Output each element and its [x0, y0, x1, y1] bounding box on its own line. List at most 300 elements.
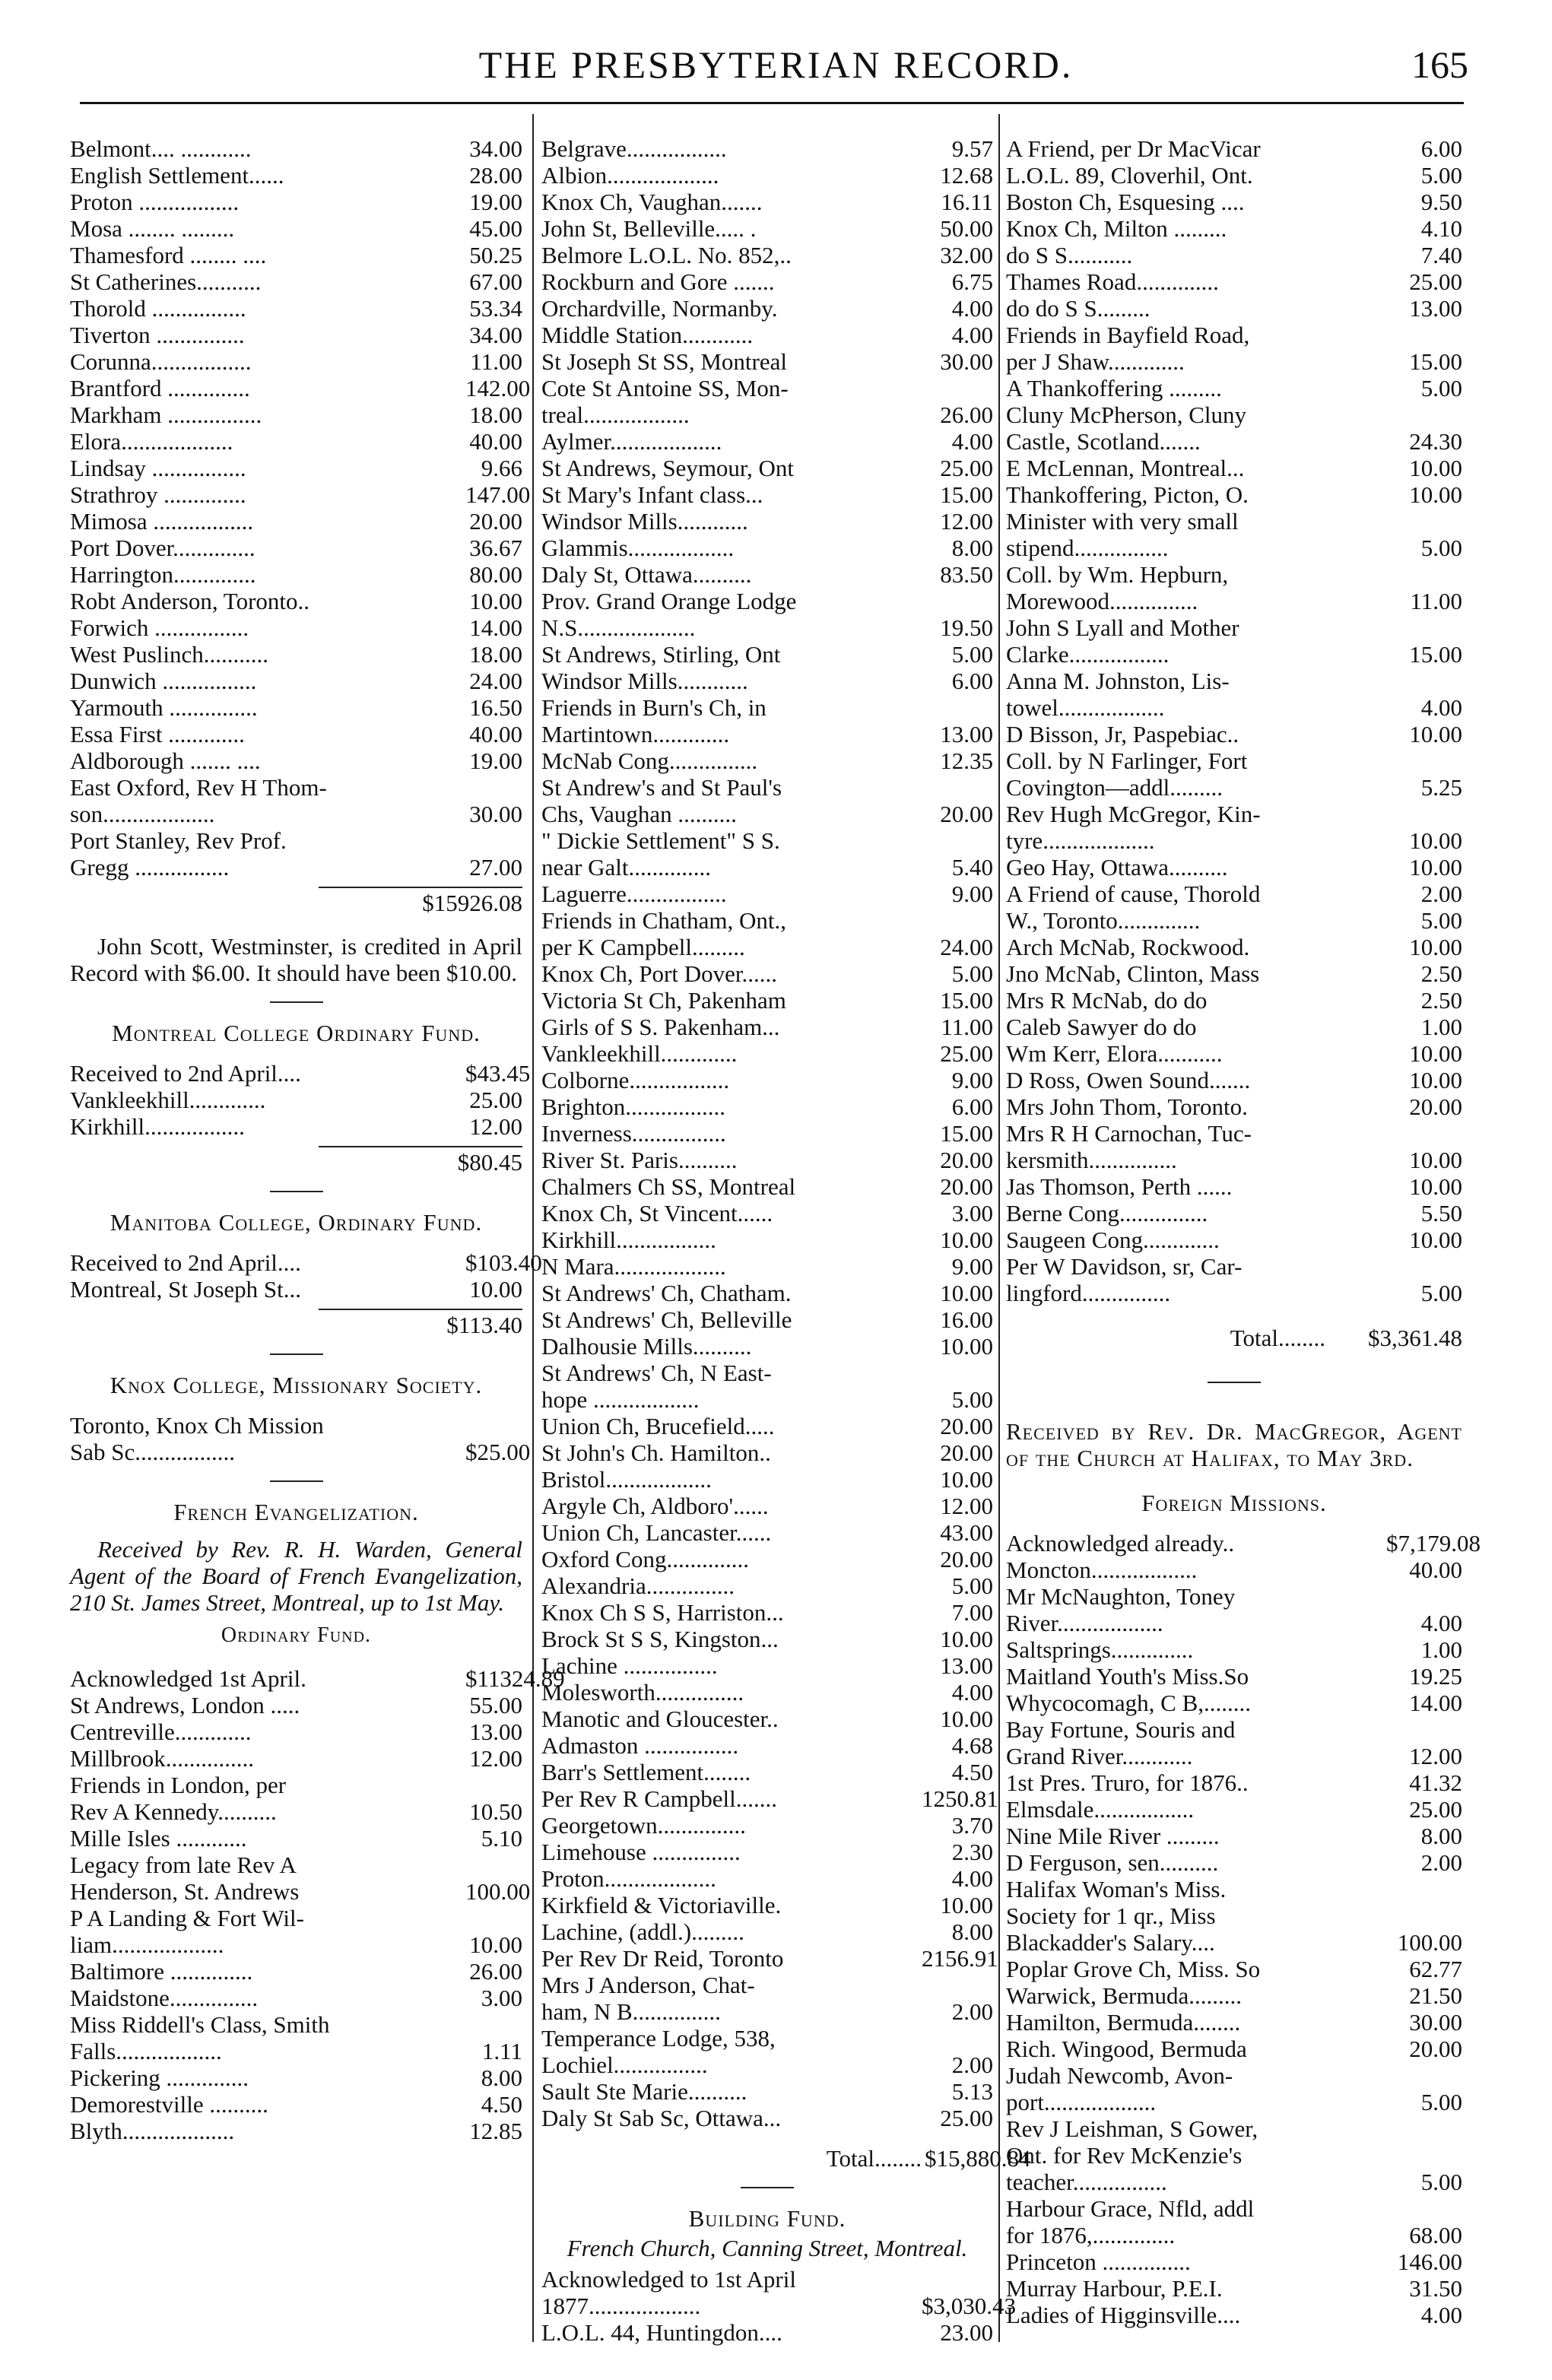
entry-amount: 18.00	[469, 641, 522, 668]
ledger-entry	[70, 1692, 522, 1718]
ledger-entry	[541, 1732, 993, 1759]
entry-amount: 43.00	[940, 1519, 993, 1546]
entry-amount: 41.32	[1409, 1769, 1462, 1796]
ledger-entry	[541, 827, 993, 881]
entry-name: " Dickie Settlement" S S. near Galt..............	[541, 827, 780, 881]
entry-name: Wm Kerr, Elora...........	[1006, 1040, 1223, 1067]
entry-name: Essa First .............	[70, 721, 245, 747]
entry-amount: 3.00	[481, 1985, 522, 2011]
entry-name: St Andrews, Stirling, Ont	[541, 641, 781, 668]
entry-amount: 5.50	[1420, 1200, 1462, 1226]
entry-amount: 12.00	[940, 508, 993, 535]
entry-amount: 12.00	[1409, 1743, 1462, 1769]
entry-name: Vankleekhill.............	[541, 1040, 738, 1067]
ledger-entry	[541, 641, 993, 668]
ledger-entry	[70, 1745, 522, 1772]
entry-amount: $25.00	[465, 1439, 531, 1465]
entry-name: Coll. by Wm. Hepburn, Morewood...............	[1006, 561, 1229, 614]
entry-amount: 67.00	[469, 268, 522, 295]
ledger-entry	[541, 1226, 993, 1253]
entries-list	[70, 1060, 531, 1140]
entry-amount: 5.00	[1420, 1280, 1462, 1306]
header-rule	[80, 102, 1464, 104]
entry-name: Rev Hugh McGregor, Kin- tyre...................	[1006, 801, 1261, 854]
ledger-entry	[1006, 508, 1462, 561]
entry-name: Princeton ...............	[1006, 2248, 1191, 2275]
entry-name: Belmont.... ............	[70, 135, 252, 162]
total-value: $15,880.84	[925, 2145, 1031, 2172]
entry-amount: 34.00	[469, 135, 522, 162]
ledger-entry	[1006, 455, 1462, 481]
entry-name: Glammis..................	[541, 535, 735, 561]
entry-name: Elmsdale.................	[1006, 1796, 1195, 1823]
entry-amount: 11.00	[1410, 588, 1462, 614]
entry-amount: 12.00	[940, 1493, 993, 1519]
entry-name: Halifax Woman's Miss. Society for 1 qr., Miss Blackadder's Salary....	[1006, 1876, 1227, 1956]
entry-name: Acknowledged 1st April.	[70, 1665, 306, 1692]
entry-name: Strathroy ..............	[70, 481, 246, 508]
entry-amount: 5.00	[1420, 162, 1462, 189]
entry-name: Limehouse ...............	[541, 1839, 741, 1865]
entry-name: Hamilton, Bermuda........	[1006, 2009, 1241, 2036]
entry-amount: 6.00	[951, 668, 993, 694]
entry-name: Thankoffering, Picton, O.	[1006, 481, 1249, 508]
ledger-entry	[70, 1985, 522, 2011]
ledger-entry	[70, 1087, 522, 1113]
column-divider-right	[998, 114, 1000, 2342]
entry-amount: 7.40	[1420, 242, 1462, 268]
entry-name: Friends in Chatham, Ont., per K Campbell.........	[541, 907, 787, 960]
entry-name: Prov. Grand Orange Lodge N.S....................	[541, 588, 797, 641]
ledger-entry	[541, 1147, 993, 1173]
entry-amount: 10.00	[940, 1226, 993, 1253]
ledger-entry	[70, 1249, 542, 1276]
ledger-entry	[70, 588, 522, 614]
entry-name: Chalmers Ch SS, Montreal	[541, 1173, 796, 1200]
section-heading: Received by Rev. Dr. MacGregor, Agent of the Church at Halifax, to May 3rd.	[1006, 1418, 1462, 1471]
ledger-entry	[70, 1113, 522, 1140]
ledger-entry	[541, 2078, 993, 2105]
entry-name: Brighton.................	[541, 1093, 725, 1120]
entry-name: Belgrave.................	[541, 135, 727, 162]
section-subheading: Foreign Missions.	[1141, 1490, 1327, 1516]
entry-amount: 2156.91	[922, 1945, 998, 1972]
ledger-entry	[1006, 1663, 1462, 1690]
entry-name: Argyle Ch, Aldboro'......	[541, 1493, 769, 1519]
entry-amount: 10.00	[1409, 481, 1462, 508]
entry-name: Girls of S S. Pakenham...	[541, 1014, 780, 1040]
ledger-entry	[541, 1014, 993, 1040]
entry-name: Yarmouth ...............	[70, 694, 258, 721]
ledger-entry	[541, 348, 993, 375]
entry-amount: 8.00	[951, 535, 993, 561]
entry-name: Moncton..................	[1006, 1557, 1198, 1583]
entry-amount: 2.30	[951, 1839, 993, 1865]
ledger-entry	[541, 1972, 993, 2025]
page-title: THE PRESBYTERIAN RECORD.	[478, 43, 1074, 86]
entry-amount: 100.00	[465, 1878, 531, 1905]
entry-amount: 19.25	[1409, 1663, 1462, 1690]
ledger-entry	[1006, 854, 1462, 881]
ledger-entry	[541, 1626, 993, 1652]
ledger-entry	[541, 588, 993, 641]
entry-amount: 20.00	[940, 1546, 993, 1572]
entry-amount: 6.75	[951, 268, 993, 295]
entry-name: Lachine, (addl.).........	[541, 1918, 744, 1945]
entry-amount: 5.00	[1420, 535, 1462, 561]
entry-amount: 146.00	[1397, 2248, 1462, 2275]
ledger-entry	[541, 1333, 993, 1360]
entry-name: Geo Hay, Ottawa..........	[1006, 854, 1228, 881]
ledger-entry	[70, 1412, 531, 1465]
entry-name: Forwich ................	[70, 614, 249, 641]
separator	[270, 1353, 323, 1355]
entry-amount: 16.00	[940, 1306, 993, 1333]
ledger-entry	[70, 189, 522, 215]
entry-name: Mrs J Anderson, Chat- ham, N B...............	[541, 1972, 755, 2025]
ledger-entry	[70, 1718, 522, 1745]
ledger-entry	[541, 1865, 993, 1892]
entry-amount: 10.00	[1409, 854, 1462, 881]
entry-name: Knox Ch, Port Dover......	[541, 960, 777, 987]
separator	[270, 1480, 323, 1482]
ledger-entry	[541, 1918, 993, 1945]
entry-name: Lachine ................	[541, 1652, 718, 1679]
entry-name: Port Stanley, Rev Prof. Gregg ................	[70, 827, 287, 881]
entry-amount: 13.00	[469, 1718, 522, 1745]
entry-name: Centreville.............	[70, 1718, 252, 1745]
entry-name: Alexandria...............	[541, 1572, 735, 1599]
ledger-entry	[541, 135, 993, 162]
ledger-entry	[1006, 268, 1462, 295]
entry-name: Barr's Settlement........	[541, 1759, 751, 1785]
entry-name: St Andrews, London .....	[70, 1692, 300, 1718]
entry-amount: 30.00	[940, 348, 993, 375]
entry-amount: 5.10	[481, 1825, 522, 1852]
entry-name: Middle Station............	[541, 322, 754, 348]
entry-name: Proton...................	[541, 1865, 716, 1892]
ledger-entry	[541, 1439, 993, 1466]
ledger-entry	[541, 189, 993, 215]
entry-name: Knox Ch, Vaughan.......	[541, 189, 763, 215]
ledger-entry	[1006, 1120, 1462, 1173]
entry-amount: 18.00	[469, 401, 522, 428]
entry-name: Manotic and Gloucester..	[541, 1706, 779, 1732]
entry-name: Mrs R McNab, do do	[1006, 987, 1208, 1014]
entry-name: Tiverton ...............	[70, 322, 245, 348]
entry-amount: 14.00	[469, 614, 522, 641]
ledger-entry	[1006, 242, 1462, 268]
entry-amount: 5.00	[951, 960, 993, 987]
entry-name: Brantford ..............	[70, 375, 250, 401]
ledger-entry	[1006, 1823, 1462, 1849]
correction-note: John Scott, Westminster, is credited in April Record with $6.00. It should have been $10.00.	[70, 933, 522, 986]
entry-name: Received to 2nd April....	[70, 1249, 301, 1276]
entry-name: St Joseph St SS, Montreal	[541, 348, 787, 375]
ledger-entry	[541, 1572, 993, 1599]
entry-amount: 4.50	[951, 1759, 993, 1785]
entry-name: Poplar Grove Ch, Miss. So	[1006, 1956, 1261, 1982]
entry-amount: 45.00	[469, 215, 522, 242]
entry-name: Murray Harbour, P.E.I.	[1006, 2275, 1223, 2302]
entry-amount: 4.00	[951, 1865, 993, 1892]
entry-amount: $7,179.08	[1386, 1530, 1481, 1557]
entry-name: Caleb Sawyer do do	[1006, 1014, 1197, 1040]
entry-amount: 12.00	[469, 1113, 522, 1140]
ledger-entry	[70, 428, 522, 455]
ledger-entry	[70, 1060, 531, 1087]
ledger-entry	[1006, 2062, 1462, 2115]
entry-name: Pickering ..............	[70, 2064, 249, 2091]
entry-amount: 10.00	[940, 1280, 993, 1306]
entry-amount: 10.50	[469, 1798, 522, 1825]
entry-amount: 10.00	[1409, 1067, 1462, 1093]
ledger-entry	[541, 881, 993, 907]
entry-amount: 10.00	[1409, 827, 1462, 854]
entry-name: Kirkhill.................	[541, 1226, 716, 1253]
ledger-entry	[70, 747, 522, 774]
entry-name: Mr McNaughton, Toney River..................	[1006, 1583, 1236, 1636]
ledger-entry	[1006, 1796, 1462, 1823]
entry-name: East Oxford, Rev H Thom- son...................	[70, 774, 327, 827]
ledger-entry	[1006, 2009, 1462, 2036]
entry-name: Port Dover..............	[70, 535, 255, 561]
entry-name: Orchardville, Normanby.	[541, 295, 778, 322]
entry-amount: 10.00	[940, 1706, 993, 1732]
entry-amount: 5.13	[951, 2078, 993, 2105]
section-subheading: Ordinary Fund.	[221, 1623, 372, 1647]
entry-amount: 5.25	[1420, 774, 1462, 801]
entry-name: Warwick, Bermuda.........	[1006, 1982, 1242, 2009]
entry-amount: 40.00	[469, 428, 522, 455]
ledger-entry	[1006, 987, 1462, 1014]
entry-name: Arch McNab, Rockwood.	[1006, 934, 1250, 960]
entry-amount: 20.00	[940, 1439, 993, 1466]
entry-amount: 32.00	[940, 242, 993, 268]
ledger-entry	[541, 1306, 993, 1333]
ledger-entry	[1006, 1040, 1462, 1067]
entry-amount: 24.00	[469, 668, 522, 694]
ledger-entry	[70, 162, 522, 189]
entry-amount: 15.00	[1409, 348, 1462, 375]
entry-name: Windsor Mills............	[541, 668, 748, 694]
entry-name: Dalhousie Mills..........	[541, 1333, 752, 1360]
ledger-entry	[541, 668, 993, 694]
entry-amount: 10.00	[940, 1466, 993, 1493]
column-right	[1006, 135, 1481, 2328]
ledger-entry	[70, 481, 531, 508]
column-divider-left	[532, 114, 534, 2342]
entry-name: Friends in London, per Rev A Kennedy..........	[70, 1772, 287, 1825]
entries-list	[1006, 135, 1462, 1306]
entry-name: Nine Mile River .........	[1006, 1823, 1220, 1849]
ledger-entry	[541, 561, 993, 588]
entry-name: Anna M. Johnston, Lis- towel..................	[1006, 668, 1230, 721]
ledger-entry	[70, 614, 522, 641]
entry-amount: 24.30	[1409, 428, 1462, 455]
entry-name: Mosa ........ .........	[70, 215, 235, 242]
entry-amount: 6.00	[951, 1093, 993, 1120]
entry-amount: 26.00	[469, 1958, 522, 1985]
entry-name: Montreal, St Joseph St...	[70, 1276, 301, 1303]
entry-amount: 6.00	[1420, 135, 1462, 162]
ledger-entry	[541, 1839, 993, 1865]
ledger-entry	[70, 135, 522, 162]
entry-amount: 10.00	[469, 1276, 522, 1303]
ledger-entry	[70, 1825, 522, 1852]
entry-name: Daly St, Ottawa..........	[541, 561, 752, 588]
ledger-entry	[541, 1280, 993, 1306]
entry-name: Jno McNab, Clinton, Mass	[1006, 960, 1260, 987]
ledger-entry	[541, 1413, 993, 1439]
entry-amount: 36.67	[469, 535, 522, 561]
entry-amount: 40.00	[469, 721, 522, 747]
entry-name: Whycocomagh, C B,........	[1006, 1690, 1252, 1716]
ledger-entry	[70, 668, 522, 694]
entry-amount: 21.50	[1409, 1982, 1462, 2009]
entry-amount: 40.00	[1409, 1557, 1462, 1583]
ledger-entry	[541, 1785, 998, 1812]
entry-amount: 55.00	[469, 1692, 522, 1718]
entry-name: Judah Newcomb, Avon- port...................	[1006, 2062, 1233, 2115]
ledger-entry	[541, 1679, 993, 1706]
entry-amount: 10.00	[940, 1892, 993, 1918]
entry-name: Thamesford ........ ....	[70, 242, 267, 268]
entry-name: Vankleekhill.............	[70, 1087, 266, 1113]
ledger-entry	[1006, 907, 1462, 934]
entry-name: A Thankoffering .........	[1006, 375, 1222, 401]
entry-name: Jas Thomson, Perth ......	[1006, 1173, 1233, 1200]
ledger-entry	[70, 641, 522, 668]
entry-amount: 10.00	[1409, 721, 1462, 747]
entry-amount: 31.50	[1409, 2275, 1462, 2302]
entry-name: Mimosa .................	[70, 508, 254, 535]
entry-amount: 5.00	[1420, 2089, 1462, 2115]
entry-amount: 15.00	[1409, 641, 1462, 668]
ledger-entry	[1006, 801, 1462, 854]
entry-name: Daly St Sab Sc, Ottawa...	[541, 2105, 782, 2131]
ledger-entry	[1006, 2248, 1462, 2275]
entry-amount: 25.00	[940, 1040, 993, 1067]
ledger-entry	[541, 162, 993, 189]
entries-list	[70, 1665, 565, 2144]
ledger-entry	[1006, 1173, 1462, 1200]
entry-amount: 15.00	[940, 481, 993, 508]
entry-name: West Puslinch...........	[70, 641, 269, 668]
entry-name: Thames Road..............	[1006, 268, 1219, 295]
entry-amount: 4.00	[951, 295, 993, 322]
entry-name: N Mara...................	[541, 1253, 726, 1280]
entry-name: E McLennan, Montreal...	[1006, 455, 1245, 481]
entries-list	[1006, 1530, 1481, 2328]
entry-name: Union Ch, Brucefield.....	[541, 1413, 775, 1439]
entry-name: Harbour Grace, Nfld, addl for 1876,..............	[1006, 2195, 1255, 2248]
entry-amount: 20.00	[1409, 1093, 1462, 1120]
entry-amount: 4.68	[951, 1732, 993, 1759]
entry-amount: 1250.81	[922, 1785, 998, 1812]
ledger-entry	[541, 1173, 993, 1200]
ledger-entry	[1006, 2302, 1462, 2328]
ledger-entry	[541, 694, 993, 747]
entry-name: Ladies of Higginsville....	[1006, 2302, 1241, 2328]
ledger-entry	[1006, 1093, 1462, 1120]
entry-amount: 13.00	[940, 721, 993, 747]
ledger-entry	[70, 375, 531, 401]
ledger-entry	[1006, 1636, 1462, 1663]
entry-amount: 9.00	[951, 1253, 993, 1280]
entry-name: St Andrews, Seymour, Ont	[541, 455, 795, 481]
ledger-entry	[70, 215, 522, 242]
entry-name: Friends in Burn's Ch, in Martintown.............	[541, 694, 766, 747]
entry-amount: 10.00	[1409, 1173, 1462, 1200]
entry-name: Received to 2nd April....	[70, 1060, 301, 1087]
entry-amount: 16.11	[941, 189, 993, 215]
ledger-entry	[541, 481, 993, 508]
entry-amount: 80.00	[469, 561, 522, 588]
ledger-entry	[541, 2025, 993, 2078]
entry-name: Saugeen Cong.............	[1006, 1226, 1220, 1253]
entry-name: St Andrew's and St Paul's Chs, Vaughan ..........	[541, 774, 782, 827]
entry-amount: 19.50	[940, 614, 993, 641]
entry-amount: 9.66	[481, 455, 522, 481]
entry-name: Lindsay ................	[70, 455, 246, 481]
ledger-entry	[70, 268, 522, 295]
entry-amount: 4.00	[1420, 694, 1462, 721]
ledger-entry	[70, 2118, 522, 2144]
entry-amount: 62.77	[1409, 1956, 1462, 1982]
entry-name: 1st Pres. Truro, for 1876..	[1006, 1769, 1249, 1796]
ledger-entry	[541, 1120, 993, 1147]
page-header	[0, 43, 1552, 88]
entry-amount: 4.50	[481, 2091, 522, 2118]
entry-name: Union Ch, Lancaster......	[541, 1519, 772, 1546]
ledger-entry	[541, 1759, 993, 1785]
entry-name: Temperance Lodge, 538, Lochiel................	[541, 2025, 776, 2078]
section-heading: Building Fund.	[688, 2205, 846, 2232]
entry-amount: 2.50	[1420, 960, 1462, 987]
ledger-entry	[70, 401, 522, 428]
ledger-entry	[1006, 1716, 1462, 1769]
separator	[1208, 1382, 1261, 1383]
entry-amount: 1.11	[481, 2038, 522, 2064]
entry-name: St Mary's Infant class...	[541, 481, 763, 508]
entry-name: Cluny McPherson, Cluny Castle, Scotland.......	[1006, 401, 1247, 455]
entry-name: Molesworth...............	[541, 1679, 744, 1706]
ledger-entry	[1006, 1014, 1462, 1040]
entry-name: Bay Fortune, Souris and Grand River............	[1006, 1716, 1236, 1769]
column-middle	[541, 135, 1031, 2346]
entry-amount: 147.00	[465, 481, 531, 508]
ledger-entry	[70, 1772, 522, 1825]
ledger-entry	[541, 1652, 993, 1679]
entry-amount: 12.85	[469, 2118, 522, 2144]
entry-name: Saltsprings..............	[1006, 1636, 1194, 1663]
entry-amount: 27.00	[469, 854, 522, 881]
entries-list	[70, 1412, 531, 1465]
entry-amount: 10.00	[1409, 1147, 1462, 1173]
entry-name: A Friend of cause, Thorold	[1006, 881, 1261, 907]
ledger-entry	[1006, 960, 1462, 987]
ledger-entry	[1006, 1200, 1462, 1226]
ledger-entry	[1006, 1253, 1462, 1306]
entry-amount: 20.00	[940, 801, 993, 827]
entries-list	[70, 135, 531, 881]
entry-amount: 23.00	[940, 2319, 993, 2346]
entry-name: Bristol..................	[541, 1466, 712, 1493]
entry-amount: 19.00	[469, 189, 522, 215]
entry-amount: 10.00	[469, 1931, 522, 1958]
ledger-entry	[541, 1093, 993, 1120]
